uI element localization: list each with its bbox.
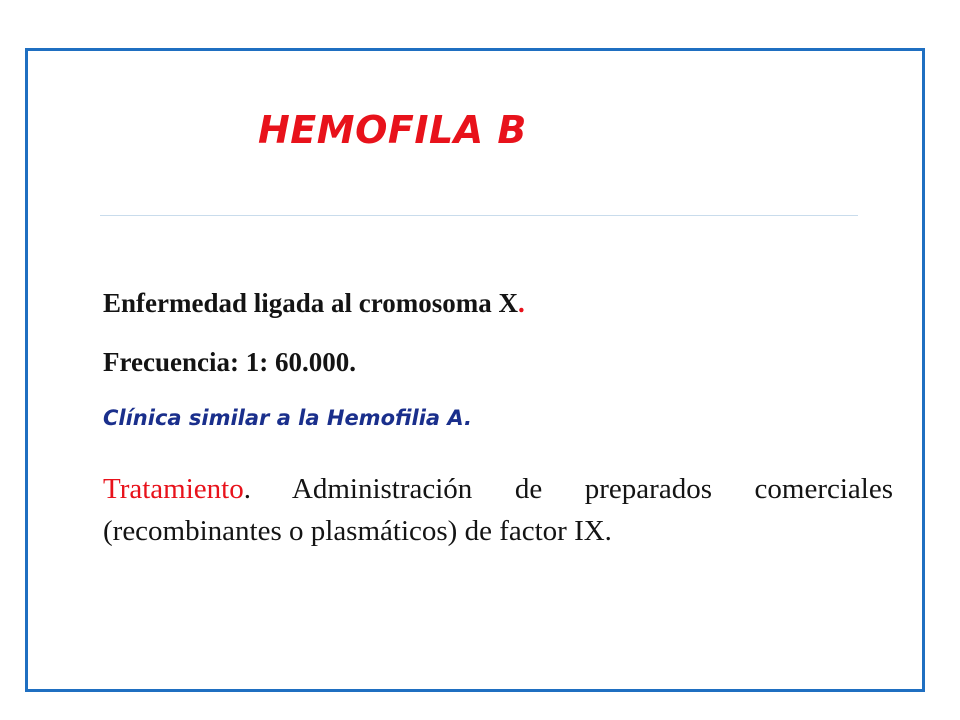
line-clinical: Clínica similar a la Hemofilia A. bbox=[103, 406, 473, 430]
line-chromosome bbox=[103, 288, 525, 319]
line-chromosome-period: . bbox=[517, 288, 525, 318]
line-chromosome-text: Enfermedad ligada al cromosoma X bbox=[103, 288, 518, 318]
treatment-paragraph bbox=[103, 468, 893, 552]
treatment-separator: . bbox=[243, 473, 251, 505]
line-frequency: Frecuencia: 1: 60.000. bbox=[103, 347, 356, 377]
slide-title: HEMOFILA B bbox=[258, 108, 527, 152]
title-divider bbox=[100, 215, 858, 216]
treatment-label: Tratamiento bbox=[103, 473, 244, 505]
treatment-text: Administración de preparados comerciales (recombinantes o plasmáticos) de factor IX. bbox=[103, 473, 893, 547]
